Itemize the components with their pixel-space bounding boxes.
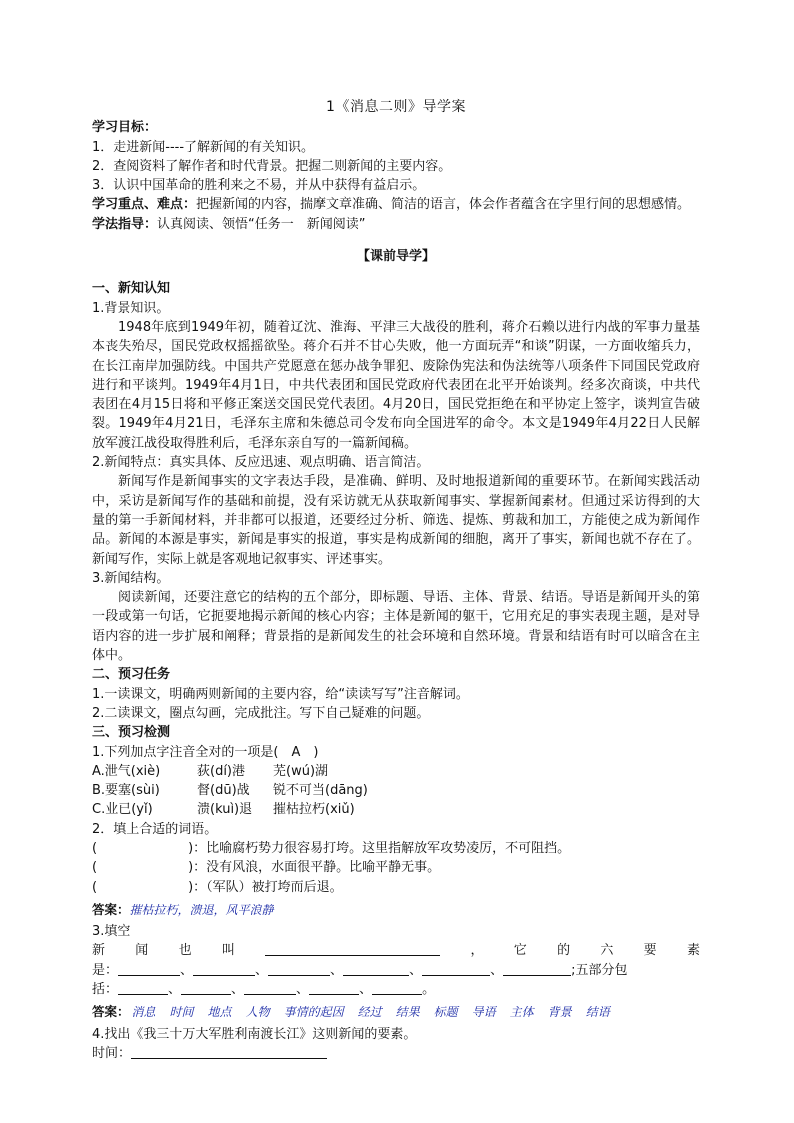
answer-blank[interactable] (309, 980, 359, 995)
question-3-line-1 (92, 941, 700, 960)
answer-blank[interactable] (118, 980, 168, 995)
worksheet-page (92, 98, 700, 1063)
fill-word-item: ( )：（军队）被打垮而后退。 (92, 879, 343, 895)
task-item: 2.二读课文，圈点勾画，完成批注。写下自己疑难的问题。 (92, 705, 430, 721)
answer-word: 主体 (509, 1005, 534, 1020)
q3-char: 素 (686, 943, 700, 959)
answer-label: 答案： (92, 901, 130, 917)
answer-blank[interactable] (131, 1044, 327, 1059)
q3-char: 叫 (221, 943, 235, 959)
key-points-text: 把握新闻的内容，揣摩文章准确、简洁的语言，体会作者蕴含在字里行间的思想感情。 (196, 197, 691, 213)
part3-heading: 三、预习检测 (92, 725, 171, 741)
study-method-label: 学法指导： (92, 216, 158, 232)
study-method (92, 215, 700, 234)
q3-char: 闻 (135, 943, 149, 959)
option-cell: 荻(dí)港 (197, 763, 246, 779)
q3-char: 要 (643, 943, 657, 959)
option-cell: 溃(kuì)退 (197, 802, 253, 818)
q3-char: 它 (513, 943, 527, 959)
q3-line-suffix: ;五部分包 (571, 962, 628, 978)
answer-word: 事情的起因 (283, 1005, 344, 1020)
answer-word: 标题 (433, 1005, 458, 1020)
answer-blank[interactable] (503, 961, 571, 976)
q3-line-prefix: 是： (92, 962, 119, 978)
answer-word: 结语 (585, 1005, 610, 1020)
option-cell: 摧枯拉朽(xiǔ) (273, 802, 355, 818)
fill-word-item: ( )：比喻腐朽势力很容易打垮。这里指解放军攻势凌厉，不可阻挡。 (92, 840, 571, 856)
q3-line-prefix: 括： (92, 982, 119, 998)
objectives-heading: 学习目标： (92, 120, 158, 136)
answer-word: 结果 (395, 1005, 420, 1020)
section-banner: 【课前导学】 (356, 249, 435, 265)
objective-item: 2．查阅资料了解作者和时代背景。把握二则新闻的主要内容。 (92, 158, 452, 174)
answer-word: 人物 (245, 1005, 270, 1020)
answer-blank[interactable] (181, 980, 231, 995)
structure-paragraph: 阅读新闻，还要注意它的结构的五个部分，即标题、导语、主体、背景、结语。导语是新闻开头的第一段或第一句话，它扼要地揭示新闻的核心内容；主体是新闻的躯干，它用充足的事实表现主题，是对导语内容的进一步扩展和阐释；背景指的是新闻发生的社会环境和自然环境。背景和结语有时可以暗含在主体中。 (92, 590, 700, 664)
question-3-line-3: 括： 、 、 、 、 。 (92, 982, 436, 998)
answer-label: 答案： (92, 1004, 130, 1020)
answer-blank[interactable] (372, 980, 422, 995)
structure-label: 3.新闻结构。 (92, 570, 170, 586)
answer-blank[interactable] (422, 961, 490, 976)
answer-blank[interactable] (193, 961, 255, 976)
option-cell: 锐不可当(dāng) (273, 783, 368, 799)
time-label: 时间： (92, 1045, 132, 1061)
option-row-c (92, 800, 700, 819)
option-cell: 督(dū)战 (197, 783, 250, 799)
answer-blank[interactable] (118, 961, 180, 976)
background-label: 1.背景知识。 (92, 300, 170, 316)
key-points-label: 学习重点、难点： (92, 197, 197, 213)
question-1: 1.下列加点字注音全对的一项是( A ) (92, 744, 319, 760)
answer-word: 消息 (131, 1005, 156, 1020)
answer-word: 导语 (471, 1005, 496, 1020)
option-cell: A.泄气(xiè) (92, 763, 161, 779)
question-4-time (92, 1044, 700, 1063)
feature-label: 2.新闻特点：真实具体、反应迅速、观点明确、语言简洁。 (92, 455, 430, 471)
page-title: 1《消息二则》导学案 (326, 99, 466, 115)
option-cell: B.要塞(sùi) (92, 783, 160, 799)
question-3-label: 3.填空 (92, 924, 131, 940)
q3-char: 新 (92, 943, 106, 959)
answer-word: 地点 (207, 1005, 232, 1020)
q3-char: ， (470, 943, 484, 959)
answer-word: 经过 (357, 1005, 382, 1020)
key-points (92, 195, 700, 214)
option-row-b (92, 781, 700, 800)
fill-word-item: ( )：没有风浪，水面很平静。比喻平静无事。 (92, 860, 441, 876)
objective-item: 3．认识中国革命的胜利来之不易，并从中获得有益启示。 (92, 178, 426, 194)
feature-paragraph: 新闻写作是新闻事实的文字表达手段，是准确、鲜明、及时地报道新闻的重要环节。在新闻实践活动中，采访是新闻写作的基础和前提，没有采访就无从获取新闻事实、掌握新闻素材。但通过采访得到的大量的第一手新闻材料，并非都可以报道，还要经过分析、筛选、提炼、剪裁和加工，方能使之成为新闻作品。新闻的本源是事实，新闻是事实的报道，事实是构成新闻的细胞，离开了事实，新闻也就不存在了。新闻写作，实际上就是客观地记叙事实、评述事实。 (92, 474, 700, 567)
question-4: 4.找出《我三十万大军胜利南渡长江》这则新闻的要素。 (92, 1026, 417, 1042)
part2-heading: 二、预习任务 (92, 667, 171, 683)
task-item: 1.一读课文，明确两则新闻的主要内容，给“读读写写”注音解词。 (92, 686, 469, 702)
question-2: 2．填上合适的词语。 (92, 821, 218, 837)
answer-word: 背景 (547, 1005, 572, 1020)
part1-heading: 一、新知认知 (92, 281, 171, 297)
answer-blank[interactable] (268, 961, 330, 976)
question-3-line-2: 是： 、 、 、 、 、 ;五部分包 (92, 962, 628, 978)
answer-blank[interactable] (343, 961, 409, 976)
answer-blank[interactable] (265, 941, 440, 956)
option-row-a (92, 762, 700, 781)
answer-blank[interactable] (244, 980, 296, 995)
option-cell: C.业已(yǐ) (92, 802, 153, 818)
answer-3 (92, 1002, 700, 1022)
option-cell: 芜(wú)湖 (273, 763, 329, 779)
q3-char: 也 (178, 943, 192, 959)
q3-char: 六 (600, 943, 614, 959)
q3-char: 的 (557, 943, 571, 959)
answer-2 (92, 900, 700, 920)
answer-word: 时间 (169, 1005, 194, 1020)
objective-item: 1．走进新闻----了解新闻的有关知识。 (92, 139, 315, 155)
study-method-text: 认真阅读、领悟“任务一 新闻阅读” (157, 216, 366, 232)
answer-text: 摧枯拉朽，溃退，风平浪静 (129, 902, 274, 917)
background-paragraph: 1948年底到1949年初，随着辽沈、淮海、平津三大战役的胜利，蒋介石赖以进行内战的军事力量基本丧失殆尽，国民党政权摇摇欲坠。蒋介石并不甘心失败，他一方面玩弄“和谈”阴谋，一方面收缩兵力，在长江南岸加强防线。中国共产党愿意在惩办战争罪犯、废除伪宪法和伪法统等八项条件下同国民党政府进行和平谈判。1949年4月1日，中共代表团和国民党政府代表团在北平开始谈判。经多次商谈，中共代表团在4月15日将和平修正案送交国民党代表团。4月20日，国民党拒绝在和平协定上签字，谈判宣告破裂。1949年4月21日，毛泽东主席和朱德总司令发布向全国进军的命令。本文是1949年4月22日人民解放军渡江战役取得胜利后，毛泽东亲自写的一篇新闻稿。 (92, 319, 700, 451)
